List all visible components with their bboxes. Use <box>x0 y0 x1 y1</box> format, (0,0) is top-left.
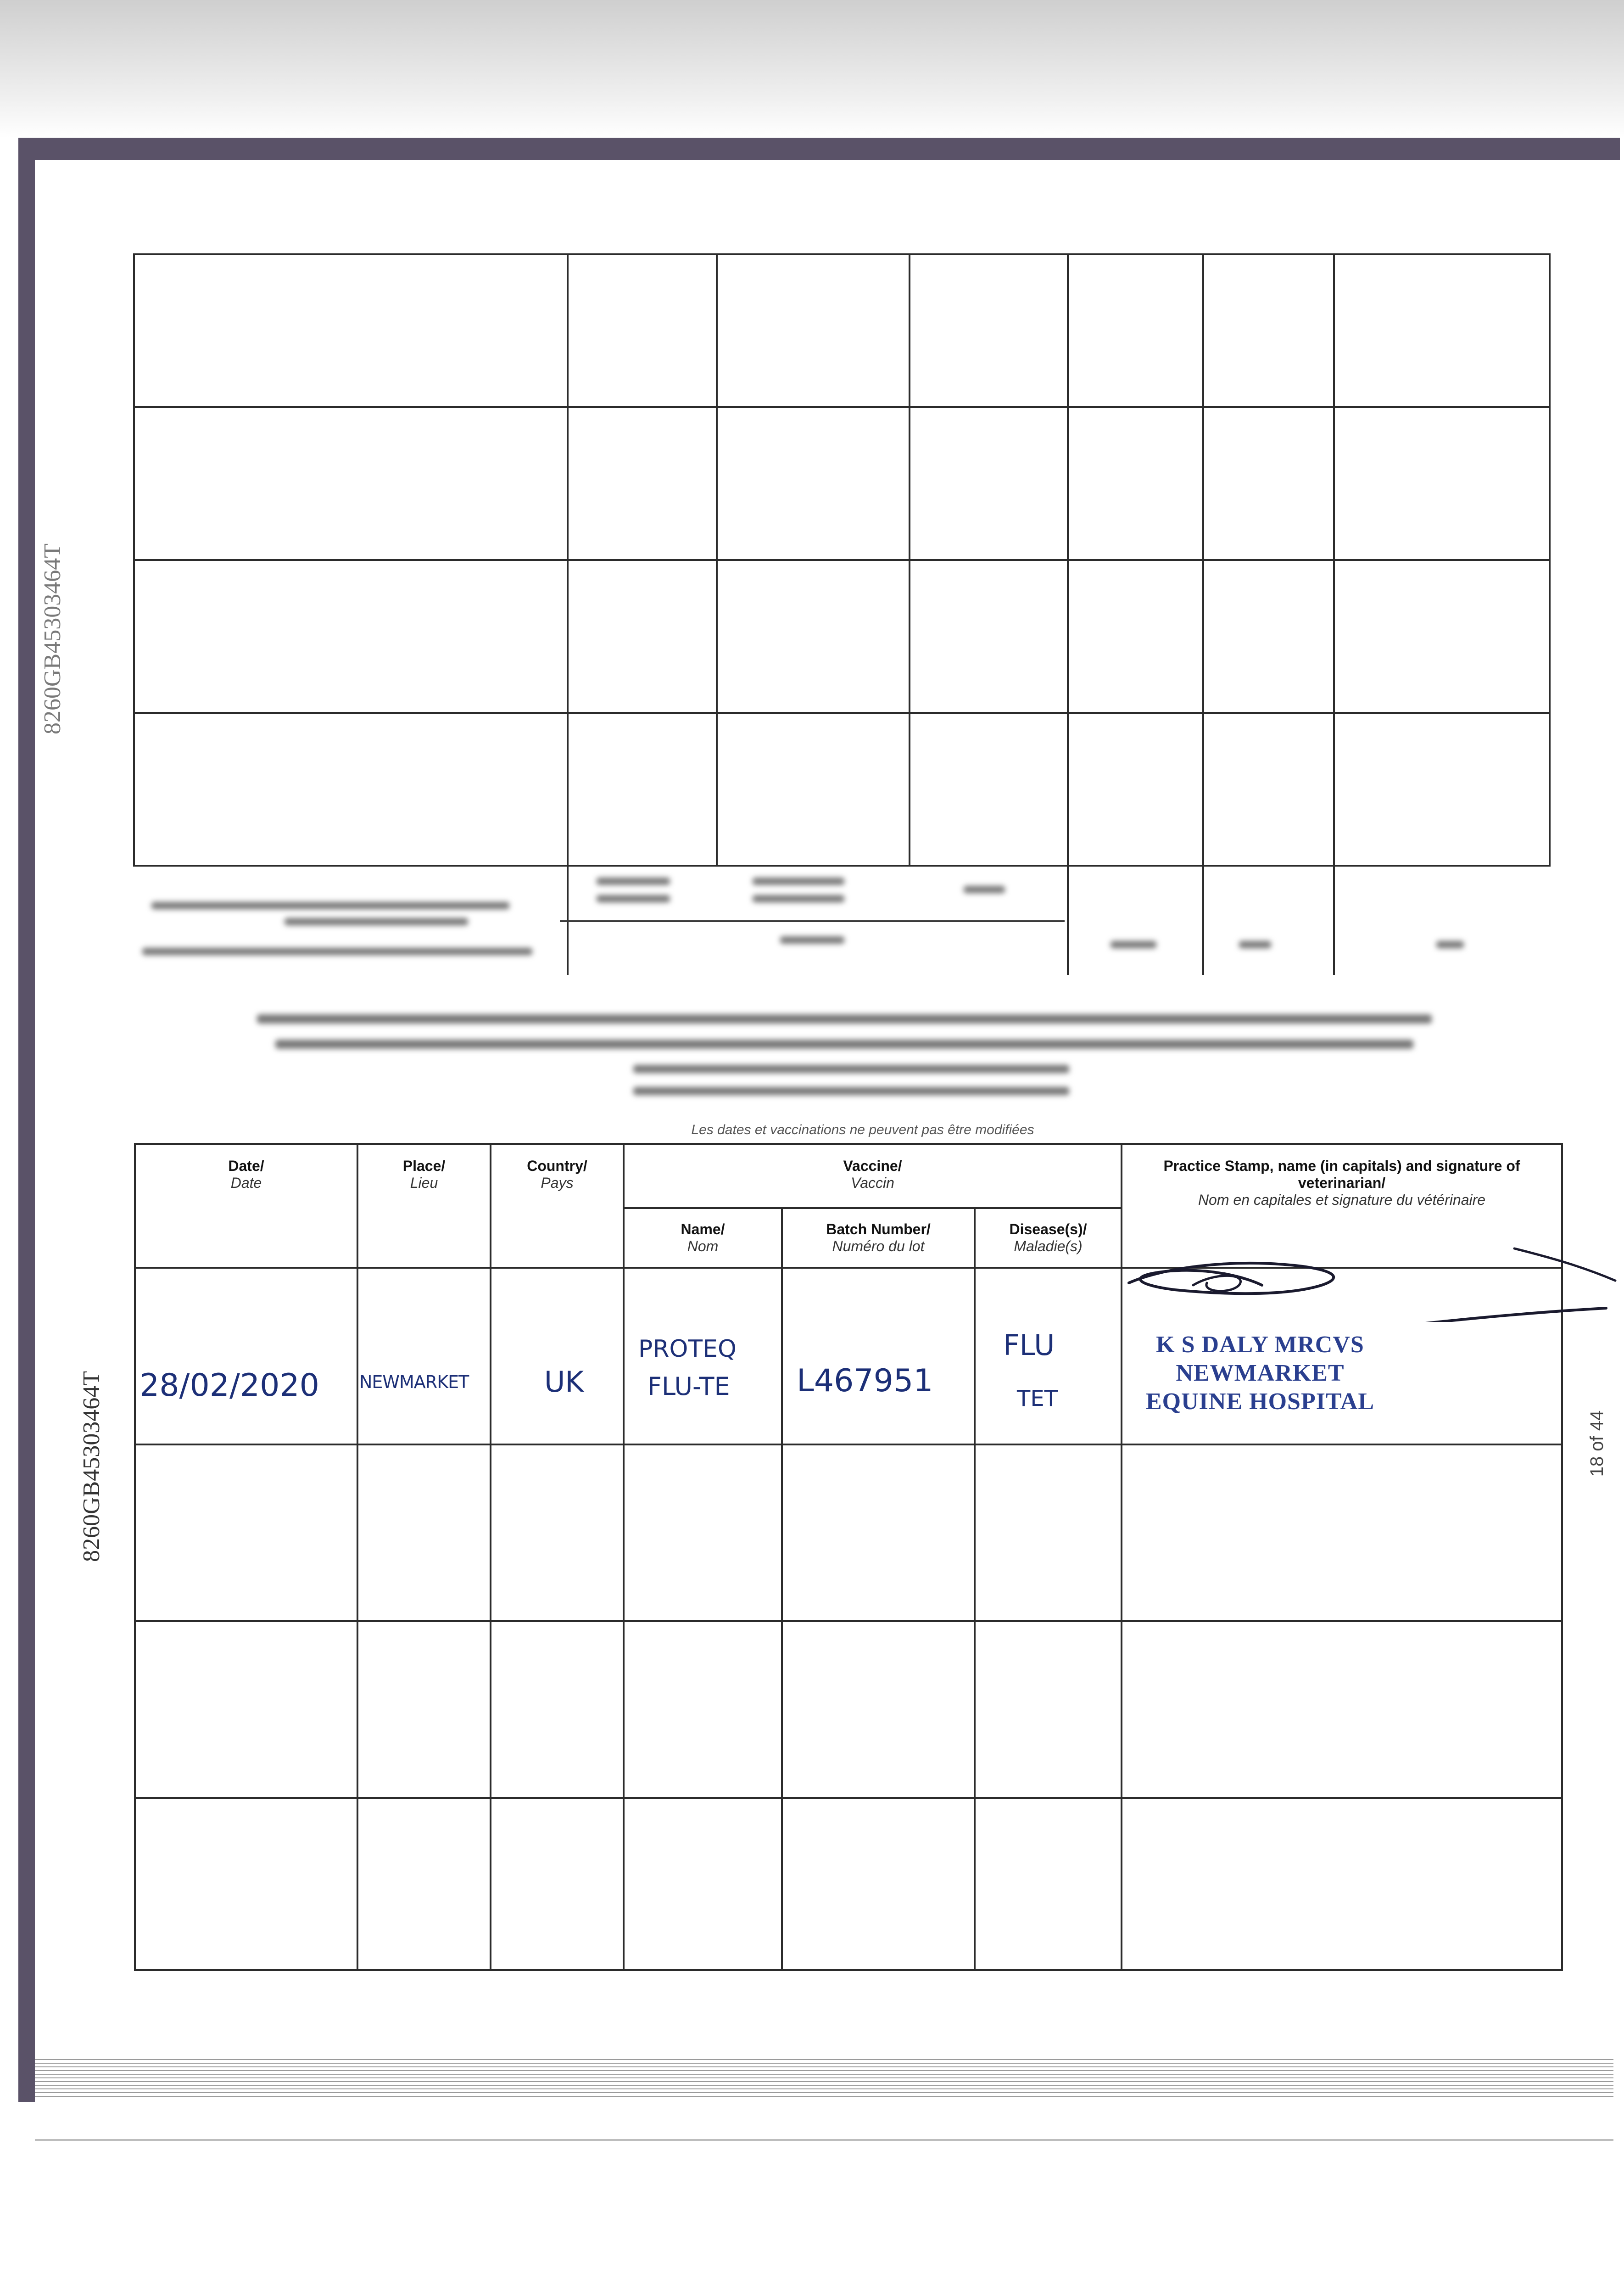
mirrored-header-blur <box>964 886 1005 893</box>
mirrored-notice-blur <box>633 1065 1069 1073</box>
entry-date: 28/02/2020 <box>140 1367 319 1404</box>
table-row <box>135 1621 1562 1798</box>
modification-notice: Les dates et vaccinations ne peuvent pas être modifiées <box>691 1122 1034 1137</box>
stamp-town: NEWMARKET <box>1176 1360 1345 1386</box>
scan-binding-top <box>18 138 1620 160</box>
mirrored-header-blur <box>780 936 844 944</box>
vaccine-header: Vaccine/ Vaccin <box>624 1144 1122 1208</box>
scan-binding-left <box>18 138 35 2102</box>
batch-number-header: Batch Number/ Numéro du lot <box>782 1208 975 1268</box>
entry-vaccine-name-line1: PROTEQ <box>638 1335 737 1363</box>
mirrored-notice-blur <box>257 1014 1432 1024</box>
mirrored-header-blur <box>142 948 532 955</box>
entry-disease-line2: TET <box>1017 1386 1058 1411</box>
page-number: 18 of 44 <box>1587 1410 1607 1477</box>
batch-number-cell <box>782 1268 975 1444</box>
mirrored-header-blur <box>1111 941 1156 948</box>
mirrored-divider <box>560 920 1065 922</box>
mirrored-header-blur <box>597 878 670 885</box>
vaccine-name-header: Name/ Nom <box>624 1208 782 1268</box>
page-edge-lines <box>35 2056 1613 2098</box>
practice-header: Practice Stamp, name (in capitals) and signature of veterinarian/ Nom en capitales et signature du vétérinaire <box>1122 1144 1562 1268</box>
entry-place: NEWMARKET <box>359 1372 469 1392</box>
table-row <box>135 1444 1562 1621</box>
mirrored-header-blur <box>151 902 509 909</box>
mirrored-header-blur <box>597 895 670 902</box>
country-cell <box>491 1268 624 1444</box>
practice-stamp <box>1141 1331 1379 1416</box>
scan-shadow <box>0 0 1624 138</box>
entry-disease-line1: FLU <box>1003 1328 1055 1362</box>
mirrored-header-blur <box>753 878 844 885</box>
page-bottom-edge <box>35 2139 1613 2141</box>
vaccine-name-cell <box>624 1268 782 1444</box>
microchip-id: 8260GB45303464T <box>78 1371 105 1562</box>
place-cell <box>357 1268 491 1444</box>
mirrored-header-blur <box>1239 941 1271 948</box>
mirrored-header-blur <box>1436 941 1464 948</box>
microchip-id-upper: 8260GB45303464T <box>39 543 66 734</box>
veterinarian-signature <box>1111 1239 1624 1322</box>
stamp-vet-name: K S DALY MRCVS <box>1156 1332 1364 1358</box>
date-header: Date/ Date <box>135 1144 357 1268</box>
mirrored-notice-blur <box>633 1087 1069 1095</box>
previous-page-table <box>133 253 1551 975</box>
entry-batch-number: L467951 <box>797 1363 933 1399</box>
mirrored-header-blur <box>753 895 844 902</box>
date-cell <box>135 1268 357 1444</box>
mirrored-header-blur <box>285 918 468 925</box>
table-row <box>135 1798 1562 1970</box>
stamp-hospital: EQUINE HOSPITAL <box>1145 1388 1375 1415</box>
place-header: Place/ Lieu <box>357 1144 491 1268</box>
mirrored-notice-blur <box>275 1040 1413 1049</box>
entry-country: UK <box>544 1365 584 1399</box>
entry-vaccine-name-line2: FLU-TE <box>647 1372 730 1401</box>
disease-header: Disease(s)/ Maladie(s) <box>975 1208 1122 1268</box>
country-header: Country/ Pays <box>491 1144 624 1268</box>
disease-cell <box>975 1268 1122 1444</box>
